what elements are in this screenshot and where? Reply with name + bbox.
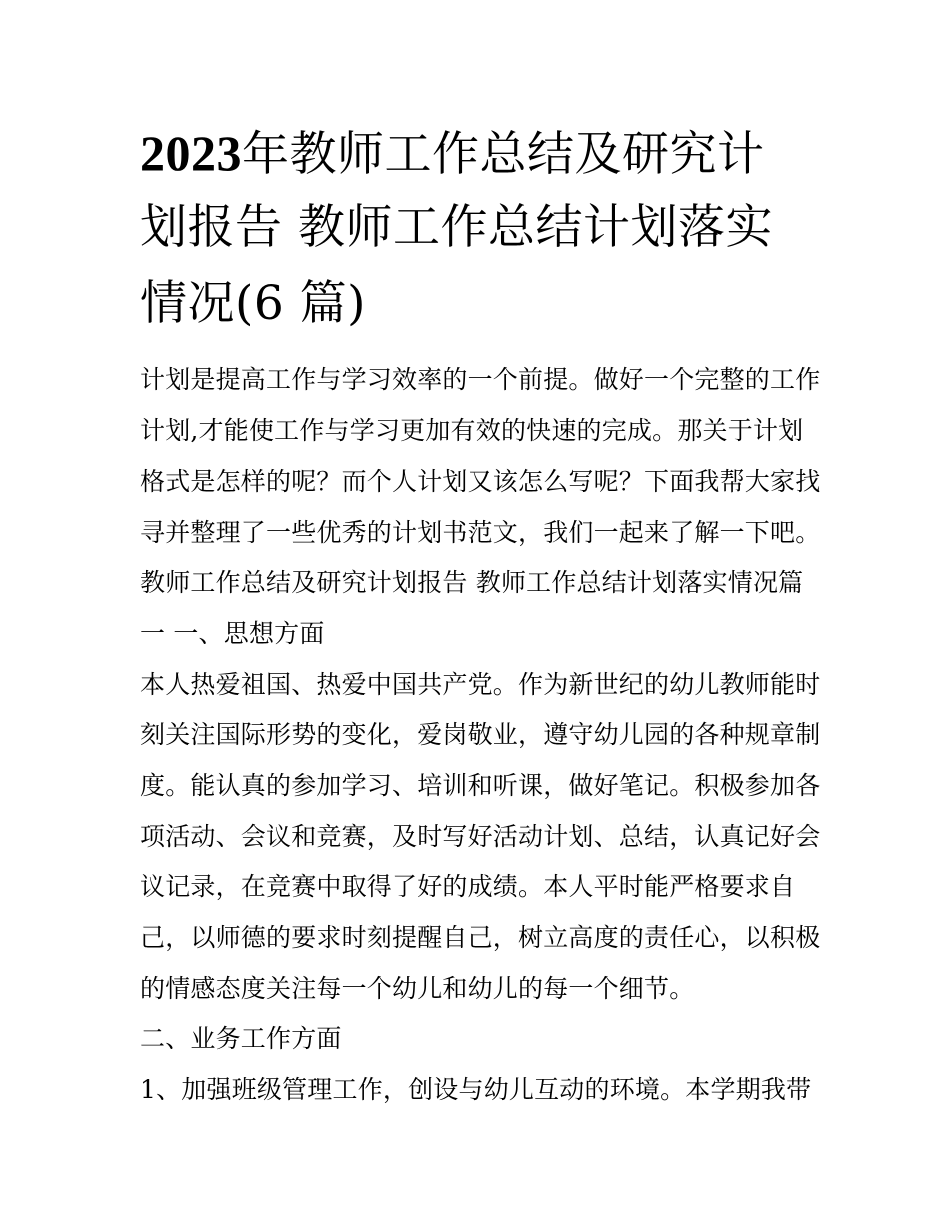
body-line: 项活动、会议和竞赛，及时写好活动计划、总结，认真记好会 — [140, 822, 821, 851]
body-line: 寻并整理了一些优秀的计划书范文，我们一起来了解一下吧。 — [140, 518, 821, 547]
body-line: 教师工作总结及研究计划报告 教师工作总结计划落实情况篇 — [140, 568, 804, 597]
body-line: 度。能认真的参加学习、培训和听课，做好笔记。积极参加各 — [140, 771, 821, 800]
title-text: 情况(6 篇) — [140, 276, 367, 331]
document-title-line-3 — [140, 276, 367, 331]
body-line: 的情感态度关注每一个幼儿和幼儿的每一个细节。 — [140, 974, 695, 1003]
title-text: 年教师工作总结及研究计 — [242, 127, 765, 182]
body-line: 格式是怎样的呢？而个人计划又该怎么写呢？下面我帮大家找 — [140, 467, 821, 496]
body-line: 1、加强班级管理工作，创设与幼儿互动的环境。本学期我带 — [140, 1075, 812, 1104]
body-line: 计划是提高工作与学习效率的一个前提。做好一个完整的工作 — [140, 365, 821, 394]
document-title-line-1 — [140, 125, 765, 182]
body-line: 刻关注国际形势的变化，爱岗敬业，遵守幼儿园的各种规章制 — [140, 720, 821, 749]
body-line: 己，以师德的要求时刻提醒自己，树立高度的责任心，以积极 — [140, 923, 821, 952]
title-year: 2023 — [140, 125, 242, 181]
body-line: 计划,才能使工作与学习更加有效的快速的完成。那关于计划 — [140, 416, 804, 445]
body-line: 议记录，在竞赛中取得了好的成绩。本人平时能严格要求自 — [140, 872, 796, 901]
section-heading: 一 一、思想方面 — [140, 619, 325, 648]
section-heading: 二、业务工作方面 — [140, 1024, 342, 1053]
body-line: 本人热爱祖国、热爱中国共产党。作为新世纪的幼儿教师能时 — [140, 670, 821, 699]
title-text: 划报告 教师工作总结计划落实 — [140, 200, 773, 255]
document-title-line-2 — [140, 200, 773, 255]
